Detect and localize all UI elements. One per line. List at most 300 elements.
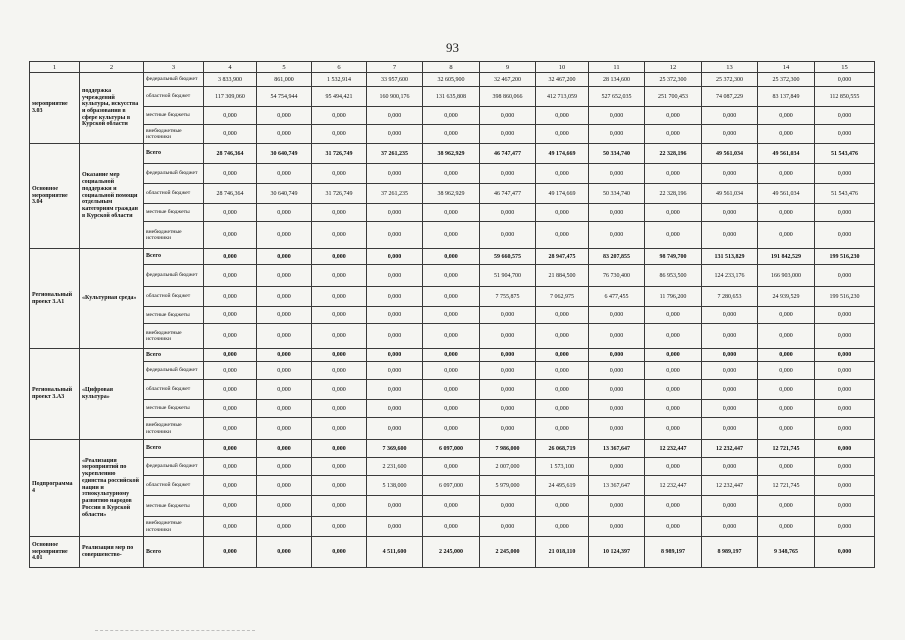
amount-cell: 12 232,447	[645, 476, 702, 496]
table-row	[30, 107, 875, 125]
amount-cell: 0,000	[589, 418, 645, 440]
amount-cell: 0,000	[204, 458, 257, 476]
budget-table	[29, 61, 875, 568]
amount-cell: 50 334,740	[589, 184, 645, 204]
amount-cell: 0,000	[589, 324, 645, 349]
amount-cell: 12 232,447	[702, 476, 758, 496]
amount-cell: 12 232,447	[645, 440, 702, 458]
amount-cell: 0,000	[312, 349, 367, 362]
amount-cell: 0,000	[257, 496, 312, 517]
amount-cell: 0,000	[758, 362, 815, 380]
amount-cell: 0,000	[702, 400, 758, 418]
amount-cell: 0,000	[589, 204, 645, 222]
amount-cell: 0,000	[758, 125, 815, 144]
amount-cell: 9 348,765	[758, 537, 815, 568]
amount-cell: 5 979,000	[480, 476, 536, 496]
amount-cell: 166 903,000	[758, 265, 815, 287]
amount-cell: 0,000	[367, 204, 423, 222]
amount-cell: 49 561,034	[758, 184, 815, 204]
amount-cell: 0,000	[423, 107, 480, 125]
amount-cell: 0,000	[758, 307, 815, 324]
amount-cell: 0,000	[536, 222, 589, 249]
amount-cell: 0,000	[312, 496, 367, 517]
amount-cell: 0,000	[204, 476, 257, 496]
table-row	[30, 73, 875, 87]
amount-cell: 0,000	[536, 380, 589, 400]
amount-cell: 2 245,000	[423, 537, 480, 568]
amount-cell: 0,000	[702, 496, 758, 517]
amount-cell: 0,000	[312, 324, 367, 349]
funding-source-cell: областной бюджет	[144, 287, 204, 307]
amount-cell: 0,000	[536, 400, 589, 418]
amount-cell: 7 369,600	[367, 440, 423, 458]
table-header-row	[30, 62, 875, 73]
amount-cell: 0,000	[815, 517, 875, 537]
amount-cell: 8 989,197	[702, 537, 758, 568]
amount-cell: 0,000	[758, 222, 815, 249]
amount-cell: 251 700,453	[645, 87, 702, 107]
amount-cell: 0,000	[312, 476, 367, 496]
amount-cell: 46 747,477	[480, 184, 536, 204]
amount-cell: 0,000	[257, 537, 312, 568]
amount-cell: 0,000	[257, 287, 312, 307]
funding-source-cell: областной бюджет	[144, 380, 204, 400]
header-cell: 13	[702, 62, 758, 73]
amount-cell: 6 477,455	[589, 287, 645, 307]
amount-cell: 0,000	[257, 107, 312, 125]
amount-cell: 0,000	[204, 537, 257, 568]
table-row	[30, 249, 875, 265]
amount-cell: 0,000	[815, 107, 875, 125]
table-row	[30, 380, 875, 400]
amount-cell: 0,000	[423, 324, 480, 349]
amount-cell: 0,000	[204, 440, 257, 458]
amount-cell: 0,000	[702, 164, 758, 184]
amount-cell: 0,000	[536, 125, 589, 144]
amount-cell: 412 713,059	[536, 87, 589, 107]
funding-source-cell: внебюджетные источники	[144, 222, 204, 249]
table-row	[30, 287, 875, 307]
amount-cell: 0,000	[702, 125, 758, 144]
amount-cell: 0,000	[589, 349, 645, 362]
amount-cell: 0,000	[257, 265, 312, 287]
amount-cell: 0,000	[480, 222, 536, 249]
amount-cell: 0,000	[257, 324, 312, 349]
amount-cell: 2 231,600	[367, 458, 423, 476]
funding-source-cell: местные бюджеты	[144, 107, 204, 125]
amount-cell: 46 747,477	[480, 144, 536, 164]
amount-cell: 7 986,000	[480, 440, 536, 458]
header-cell: 5	[257, 62, 312, 73]
event-description-cell: «Реализация мероприятий по укреплению единства российской нации и этнокультурному развитию народов России в Курской области»	[80, 440, 144, 537]
amount-cell: 0,000	[702, 517, 758, 537]
amount-cell: 0,000	[589, 496, 645, 517]
amount-cell: 0,000	[312, 537, 367, 568]
amount-cell: 0,000	[204, 307, 257, 324]
amount-cell: 0,000	[815, 380, 875, 400]
funding-source-cell: федеральный бюджет	[144, 164, 204, 184]
table-row	[30, 349, 875, 362]
amount-cell: 38 962,929	[423, 184, 480, 204]
amount-cell: 0,000	[702, 324, 758, 349]
amount-cell: 0,000	[815, 362, 875, 380]
amount-cell: 0,000	[312, 517, 367, 537]
amount-cell: 0,000	[367, 517, 423, 537]
amount-cell: 0,000	[815, 418, 875, 440]
amount-cell: 0,000	[536, 418, 589, 440]
amount-cell: 0,000	[367, 249, 423, 265]
amount-cell: 28 947,475	[536, 249, 589, 265]
amount-cell: 0,000	[257, 349, 312, 362]
amount-cell: 0,000	[536, 349, 589, 362]
amount-cell: 0,000	[480, 164, 536, 184]
amount-cell: 8 989,197	[645, 537, 702, 568]
table-row	[30, 144, 875, 164]
amount-cell: 0,000	[758, 107, 815, 125]
event-name-cell: Региональный проект 3.А3	[30, 349, 80, 440]
amount-cell: 0,000	[423, 517, 480, 537]
amount-cell: 398 860,066	[480, 87, 536, 107]
amount-cell: 86 953,500	[645, 265, 702, 287]
amount-cell: 191 842,529	[758, 249, 815, 265]
amount-cell: 0,000	[257, 476, 312, 496]
amount-cell: 0,000	[423, 418, 480, 440]
amount-cell: 0,000	[257, 400, 312, 418]
funding-source-cell: Всего	[144, 249, 204, 265]
amount-cell: 0,000	[480, 125, 536, 144]
amount-cell: 24 939,529	[758, 287, 815, 307]
amount-cell: 0,000	[589, 125, 645, 144]
amount-cell: 0,000	[423, 265, 480, 287]
amount-cell: 0,000	[815, 458, 875, 476]
amount-cell: 0,000	[312, 204, 367, 222]
amount-cell: 0,000	[536, 496, 589, 517]
amount-cell: 117 309,060	[204, 87, 257, 107]
event-description-cell: «Цифровая культура»	[80, 349, 144, 440]
amount-cell: 0,000	[815, 324, 875, 349]
amount-cell: 0,000	[815, 307, 875, 324]
amount-cell: 0,000	[758, 418, 815, 440]
amount-cell: 0,000	[423, 125, 480, 144]
amount-cell: 0,000	[367, 164, 423, 184]
event-name-cell: Подпрограмма 4	[30, 440, 80, 537]
amount-cell: 0,000	[204, 125, 257, 144]
amount-cell: 0,000	[536, 307, 589, 324]
amount-cell: 0,000	[480, 418, 536, 440]
amount-cell: 95 494,421	[312, 87, 367, 107]
funding-source-cell: Всего	[144, 440, 204, 458]
amount-cell: 0,000	[645, 324, 702, 349]
amount-cell: 0,000	[204, 418, 257, 440]
amount-cell: 0,000	[758, 458, 815, 476]
amount-cell: 0,000	[536, 204, 589, 222]
amount-cell: 0,000	[645, 517, 702, 537]
amount-cell: 0,000	[367, 222, 423, 249]
amount-cell: 6 097,000	[423, 440, 480, 458]
amount-cell: 2 007,000	[480, 458, 536, 476]
table-row	[30, 458, 875, 476]
amount-cell: 0,000	[536, 324, 589, 349]
amount-cell: 0,000	[589, 400, 645, 418]
amount-cell: 22 328,196	[645, 144, 702, 164]
amount-cell: 0,000	[204, 265, 257, 287]
header-cell: 7	[367, 62, 423, 73]
amount-cell: 0,000	[536, 107, 589, 125]
amount-cell: 0,000	[758, 349, 815, 362]
amount-cell: 0,000	[645, 307, 702, 324]
amount-cell: 0,000	[367, 265, 423, 287]
amount-cell: 0,000	[480, 517, 536, 537]
amount-cell: 0,000	[257, 380, 312, 400]
amount-cell: 0,000	[645, 222, 702, 249]
amount-cell: 0,000	[204, 324, 257, 349]
amount-cell: 0,000	[423, 249, 480, 265]
funding-source-cell: Всего	[144, 537, 204, 568]
amount-cell: 0,000	[645, 349, 702, 362]
amount-cell: 0,000	[204, 222, 257, 249]
amount-cell: 199 516,230	[815, 287, 875, 307]
funding-source-cell: местные бюджеты	[144, 204, 204, 222]
amount-cell: 0,000	[204, 517, 257, 537]
amount-cell: 0,000	[815, 265, 875, 287]
amount-cell: 24 495,619	[536, 476, 589, 496]
amount-cell: 0,000	[645, 458, 702, 476]
table-row	[30, 265, 875, 287]
amount-cell: 0,000	[815, 537, 875, 568]
amount-cell: 0,000	[367, 362, 423, 380]
amount-cell: 0,000	[312, 249, 367, 265]
amount-cell: 0,000	[702, 362, 758, 380]
funding-source-cell: областной бюджет	[144, 184, 204, 204]
amount-cell: 0,000	[645, 362, 702, 380]
page-number: 93	[446, 40, 459, 55]
header-cell: 14	[758, 62, 815, 73]
amount-cell: 0,000	[257, 362, 312, 380]
amount-cell: 83 207,855	[589, 249, 645, 265]
amount-cell: 0,000	[702, 458, 758, 476]
funding-source-cell: федеральный бюджет	[144, 362, 204, 380]
amount-cell: 1 573,100	[536, 458, 589, 476]
amount-cell: 0,000	[257, 418, 312, 440]
table-row	[30, 164, 875, 184]
amount-cell: 0,000	[312, 287, 367, 307]
amount-cell: 7 062,975	[536, 287, 589, 307]
amount-cell: 0,000	[312, 362, 367, 380]
amount-cell: 30 640,749	[257, 144, 312, 164]
amount-cell: 0,000	[815, 164, 875, 184]
event-name-cell: Основное мероприятие 3.04	[30, 144, 80, 249]
amount-cell: 28 134,600	[589, 73, 645, 87]
header-cell: 10	[536, 62, 589, 73]
amount-cell: 0,000	[257, 125, 312, 144]
amount-cell: 0,000	[204, 496, 257, 517]
funding-source-cell: внебюджетные источники	[144, 418, 204, 440]
amount-cell: 51 543,476	[815, 184, 875, 204]
header-cell: 1	[30, 62, 80, 73]
amount-cell: 49 561,034	[702, 144, 758, 164]
amount-cell: 0,000	[312, 380, 367, 400]
amount-cell: 0,000	[312, 458, 367, 476]
event-name-cell: Основное мероприятие 4.01	[30, 537, 80, 568]
amount-cell: 0,000	[815, 496, 875, 517]
amount-cell: 0,000	[312, 418, 367, 440]
table-row	[30, 222, 875, 249]
amount-cell: 0,000	[589, 222, 645, 249]
amount-cell: 0,000	[257, 440, 312, 458]
amount-cell: 4 511,600	[367, 537, 423, 568]
amount-cell: 131 513,829	[702, 249, 758, 265]
amount-cell: 0,000	[589, 107, 645, 125]
amount-cell: 37 261,235	[367, 184, 423, 204]
amount-cell: 12 232,447	[702, 440, 758, 458]
amount-cell: 10 124,397	[589, 537, 645, 568]
amount-cell: 0,000	[367, 287, 423, 307]
amount-cell: 3 833,900	[204, 73, 257, 87]
amount-cell: 0,000	[367, 307, 423, 324]
amount-cell: 49 174,669	[536, 144, 589, 164]
scan-artifact	[95, 630, 255, 637]
header-cell: 12	[645, 62, 702, 73]
amount-cell: 0,000	[367, 125, 423, 144]
amount-cell: 0,000	[204, 380, 257, 400]
funding-source-cell: Всего	[144, 144, 204, 164]
amount-cell: 0,000	[480, 307, 536, 324]
amount-cell: 0,000	[589, 362, 645, 380]
amount-cell: 131 635,808	[423, 87, 480, 107]
amount-cell: 0,000	[257, 307, 312, 324]
amount-cell: 0,000	[480, 362, 536, 380]
amount-cell: 0,000	[758, 204, 815, 222]
amount-cell: 0,000	[758, 164, 815, 184]
header-cell: 4	[204, 62, 257, 73]
amount-cell: 0,000	[645, 164, 702, 184]
amount-cell: 32 467,200	[536, 73, 589, 87]
funding-source-cell: федеральный бюджет	[144, 265, 204, 287]
amount-cell: 0,000	[367, 418, 423, 440]
amount-cell: 0,000	[536, 362, 589, 380]
amount-cell: 0,000	[758, 380, 815, 400]
amount-cell: 0,000	[480, 204, 536, 222]
funding-source-cell: внебюджетные источники	[144, 324, 204, 349]
header-cell: 8	[423, 62, 480, 73]
amount-cell: 0,000	[423, 349, 480, 362]
table-row	[30, 476, 875, 496]
amount-cell: 0,000	[815, 125, 875, 144]
table-row	[30, 496, 875, 517]
amount-cell: 0,000	[758, 324, 815, 349]
funding-source-cell: областной бюджет	[144, 476, 204, 496]
amount-cell: 0,000	[367, 496, 423, 517]
event-description-cell: поддержка учреждений культуры, искусства и образования в сфере культуры в Курской области	[80, 73, 144, 144]
amount-cell: 0,000	[589, 380, 645, 400]
amount-cell: 0,000	[702, 380, 758, 400]
amount-cell: 0,000	[480, 400, 536, 418]
amount-cell: 7 280,653	[702, 287, 758, 307]
amount-cell: 0,000	[204, 204, 257, 222]
event-description-cell: Реализация мер по совершенство-	[80, 537, 144, 568]
amount-cell: 0,000	[367, 349, 423, 362]
amount-cell: 76 730,400	[589, 265, 645, 287]
amount-cell: 11 796,200	[645, 287, 702, 307]
amount-cell: 0,000	[536, 517, 589, 537]
amount-cell: 0,000	[423, 380, 480, 400]
amount-cell: 0,000	[204, 164, 257, 184]
amount-cell: 0,000	[423, 307, 480, 324]
amount-cell: 0,000	[423, 496, 480, 517]
amount-cell: 25 372,300	[702, 73, 758, 87]
amount-cell: 21 018,110	[536, 537, 589, 568]
amount-cell: 861,000	[257, 73, 312, 87]
funding-source-cell: областной бюджет	[144, 87, 204, 107]
amount-cell: 31 726,749	[312, 144, 367, 164]
header-cell: 9	[480, 62, 536, 73]
amount-cell: 25 372,300	[758, 73, 815, 87]
amount-cell: 0,000	[204, 400, 257, 418]
amount-cell: 0,000	[480, 380, 536, 400]
amount-cell: 0,000	[204, 249, 257, 265]
amount-cell: 0,000	[312, 107, 367, 125]
amount-cell: 0,000	[423, 362, 480, 380]
amount-cell: 2 245,000	[480, 537, 536, 568]
amount-cell: 0,000	[423, 287, 480, 307]
amount-cell: 0,000	[589, 517, 645, 537]
amount-cell: 38 962,929	[423, 144, 480, 164]
header-cell: 2	[80, 62, 144, 73]
amount-cell: 0,000	[815, 349, 875, 362]
amount-cell: 5 138,000	[367, 476, 423, 496]
amount-cell: 28 746,364	[204, 184, 257, 204]
amount-cell: 527 652,035	[589, 87, 645, 107]
amount-cell: 0,000	[815, 73, 875, 87]
amount-cell: 0,000	[257, 517, 312, 537]
amount-cell: 0,000	[645, 496, 702, 517]
amount-cell: 0,000	[480, 324, 536, 349]
amount-cell: 0,000	[702, 307, 758, 324]
amount-cell: 0,000	[480, 496, 536, 517]
table-row	[30, 517, 875, 537]
table-row	[30, 362, 875, 380]
amount-cell: 0,000	[702, 349, 758, 362]
header-cell: 15	[815, 62, 875, 73]
amount-cell: 0,000	[367, 324, 423, 349]
funding-source-cell: федеральный бюджет	[144, 458, 204, 476]
amount-cell: 0,000	[702, 204, 758, 222]
amount-cell: 0,000	[589, 458, 645, 476]
amount-cell: 13 367,647	[589, 440, 645, 458]
amount-cell: 0,000	[758, 517, 815, 537]
amount-cell: 37 261,235	[367, 144, 423, 164]
event-name-cell: Региональный проект 3.А1	[30, 249, 80, 349]
amount-cell: 0,000	[815, 476, 875, 496]
funding-source-cell: местные бюджеты	[144, 496, 204, 517]
amount-cell: 21 884,500	[536, 265, 589, 287]
amount-cell: 59 660,575	[480, 249, 536, 265]
amount-cell: 74 087,229	[702, 87, 758, 107]
funding-source-cell: местные бюджеты	[144, 307, 204, 324]
amount-cell: 1 532,914	[312, 73, 367, 87]
amount-cell: 0,000	[645, 400, 702, 418]
amount-cell: 0,000	[480, 349, 536, 362]
amount-cell: 6 097,000	[423, 476, 480, 496]
amount-cell: 28 746,364	[204, 144, 257, 164]
amount-cell: 0,000	[257, 222, 312, 249]
header-cell: 6	[312, 62, 367, 73]
amount-cell: 0,000	[312, 440, 367, 458]
amount-cell: 0,000	[423, 400, 480, 418]
amount-cell: 7 755,875	[480, 287, 536, 307]
amount-cell: 0,000	[702, 418, 758, 440]
amount-cell: 0,000	[312, 400, 367, 418]
